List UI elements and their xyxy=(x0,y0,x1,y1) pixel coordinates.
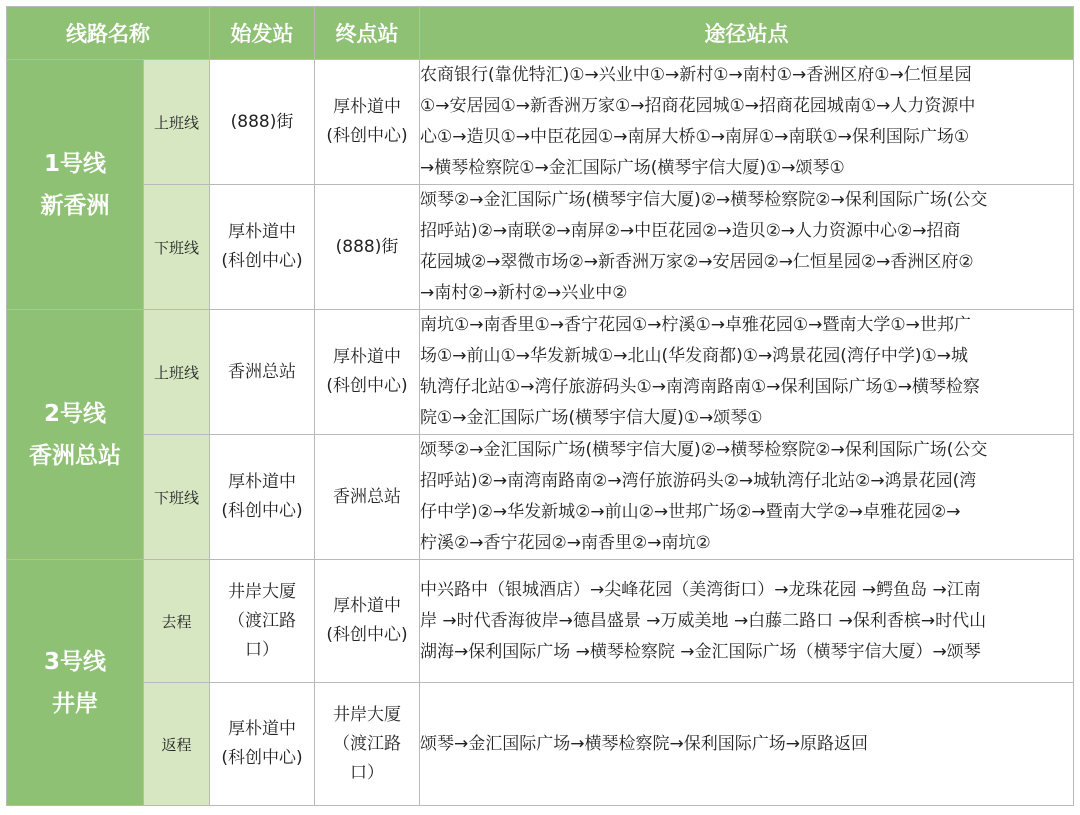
origin-station-cell xyxy=(210,185,315,310)
table-row xyxy=(7,60,1074,185)
origin-station-text: 香洲总站 xyxy=(228,361,296,382)
terminal-station-cell xyxy=(315,435,420,560)
header-route-name: 线路名称 xyxy=(7,7,210,60)
origin-station-text: (888)街 xyxy=(230,111,294,132)
line-name-cell xyxy=(7,60,144,310)
origin-station-text: 井岸大厦 xyxy=(228,581,296,602)
terminal-station-cell xyxy=(315,60,420,185)
line-name-cell xyxy=(7,310,144,560)
table-row xyxy=(7,435,1074,560)
origin-station-text: 厚朴道中 xyxy=(228,472,296,492)
terminal-station-text: 口） xyxy=(350,762,384,783)
origin-station-cell xyxy=(210,560,315,683)
route-stops-line: 颂琴②→金汇国际广场(横琴宇信大厦)②→横琴检察院②→保利国际广场(公交 xyxy=(420,190,988,210)
terminal-station-cell xyxy=(315,185,420,310)
route-table xyxy=(6,6,1074,806)
line-number: 2号线 xyxy=(43,400,106,427)
line-name: 新香洲 xyxy=(40,192,110,219)
origin-station-cell xyxy=(210,683,315,806)
route-stops-line: 颂琴②→金汇国际广场(横琴宇信大厦)②→横琴检察院②→保利国际广场(公交 xyxy=(420,440,988,460)
route-body xyxy=(7,60,1074,806)
origin-station-text: （渡江路 xyxy=(228,610,296,631)
route-stops-line: 岸 →时代香海彼岸→德昌盛景 →万威美地 →白藤二路口 →保利香槟→时代山 xyxy=(420,610,987,631)
route-stops-line: 院①→金汇国际广场(横琴宇信大厦)①→颂琴① xyxy=(420,408,763,428)
route-stops-cell xyxy=(420,310,1074,435)
direction-cell: 返程 xyxy=(144,683,210,806)
direction-cell: 上班线 xyxy=(144,60,210,185)
table-row xyxy=(7,310,1074,435)
route-stops-line: 颂琴→金汇国际广场→横琴检察院→保利国际广场→原路返回 xyxy=(420,733,868,754)
terminal-station-text: 厚朴道中 xyxy=(333,97,401,117)
route-stops-cell xyxy=(420,185,1074,310)
route-stops-cell xyxy=(420,435,1074,560)
origin-station-text: 口） xyxy=(245,639,279,660)
origin-station-cell xyxy=(210,60,315,185)
route-stops-line: 湖海→保利国际广场 →横琴检察院 →金汇国际广场（横琴宇信大厦）→颂琴 xyxy=(420,641,981,662)
header-origin: 始发站 xyxy=(210,7,315,60)
header-row xyxy=(7,7,1074,60)
terminal-station-text: (科创中心) xyxy=(326,625,408,645)
route-stops-line: 场①→前山①→华发新城①→北山(华发商都)①→鸿景花园(湾仔中学)①→城 xyxy=(420,346,968,366)
route-stops-line: 南坑①→南香里①→香宁花园①→柠溪①→卓雅花园①→暨南大学①→世邦广 xyxy=(420,315,971,335)
line-name: 井岸 xyxy=(52,690,98,717)
line-name: 香洲总站 xyxy=(29,442,121,469)
origin-station-text: (科创中心) xyxy=(221,501,303,521)
route-stops-line: 轨湾仔北站①→湾仔旅游码头①→南湾南路南①→保利国际广场①→横琴检察 xyxy=(420,377,980,397)
direction-cell: 上班线 xyxy=(144,310,210,435)
origin-station-text: (科创中心) xyxy=(221,748,303,768)
origin-station-text: 厚朴道中 xyxy=(228,222,296,242)
route-stops-line: 中兴路中（银城酒店）→尖峰花园（美湾街口）→龙珠花园 →鳄鱼岛 →江南 xyxy=(420,579,981,600)
route-stops-line: 招呼站)②→南联②→南屏②→中臣花园②→造贝②→人力资源中心②→招商 xyxy=(420,221,961,241)
route-stops-cell xyxy=(420,560,1074,683)
direction-cell: 下班线 xyxy=(144,435,210,560)
terminal-station-text: 井岸大厦 xyxy=(333,704,401,725)
route-stops-line: →南村②→新村②→兴业中② xyxy=(420,283,628,303)
line-number: 1号线 xyxy=(43,150,106,177)
terminal-station-text: (888)街 xyxy=(335,236,399,257)
header-stops: 途径站点 xyxy=(420,7,1074,60)
route-stops-line: 仔中学)②→华发新城②→前山②→世邦广场②→暨南大学②→卓雅花园②→ xyxy=(420,502,961,522)
route-stops-line: ①→安居园①→新香洲万家①→招商花园城①→招商花园城南①→人力资源中 xyxy=(420,96,976,116)
terminal-station-text: 厚朴道中 xyxy=(333,347,401,367)
terminal-station-text: 香洲总站 xyxy=(333,486,401,507)
terminal-station-cell xyxy=(315,683,420,806)
origin-station-text: 厚朴道中 xyxy=(228,719,296,739)
table-row xyxy=(7,185,1074,310)
line-number: 3号线 xyxy=(43,648,106,675)
direction-cell: 下班线 xyxy=(144,185,210,310)
origin-station-cell xyxy=(210,310,315,435)
route-stops-line: 柠溪②→香宁花园②→南香里②→南坑② xyxy=(420,533,711,553)
route-stops-line: 心①→造贝①→中臣花园①→南屏大桥①→南屏①→南联①→保利国际广场① xyxy=(420,127,970,147)
route-stops-cell xyxy=(420,683,1074,806)
route-stops-cell xyxy=(420,60,1074,185)
direction-cell: 去程 xyxy=(144,560,210,683)
route-stops-line: 花园城②→翠微市场②→新香洲万家②→安居园②→仁恒星园②→香洲区府② xyxy=(420,252,974,272)
origin-station-text: (科创中心) xyxy=(221,251,303,271)
terminal-station-text: （渡江路 xyxy=(333,733,401,754)
header-terminal: 终点站 xyxy=(315,7,420,60)
terminal-station-text: 厚朴道中 xyxy=(333,596,401,616)
route-stops-line: 招呼站)②→南湾南路南②→湾仔旅游码头②→城轨湾仔北站②→鸿景花园(湾 xyxy=(420,471,977,491)
terminal-station-cell xyxy=(315,560,420,683)
route-stops-line: 农商银行(靠优特汇)①→兴业中①→新村①→南村①→香洲区府①→仁恒星园 xyxy=(420,65,972,85)
route-stops-line: →横琴检察院①→金汇国际广场(横琴宇信大厦)①→颂琴① xyxy=(420,158,845,178)
table-row xyxy=(7,560,1074,683)
line-name-cell xyxy=(7,560,144,806)
table-row xyxy=(7,683,1074,806)
terminal-station-text: (科创中心) xyxy=(326,126,408,146)
terminal-station-text: (科创中心) xyxy=(326,376,408,396)
origin-station-cell xyxy=(210,435,315,560)
terminal-station-cell xyxy=(315,310,420,435)
